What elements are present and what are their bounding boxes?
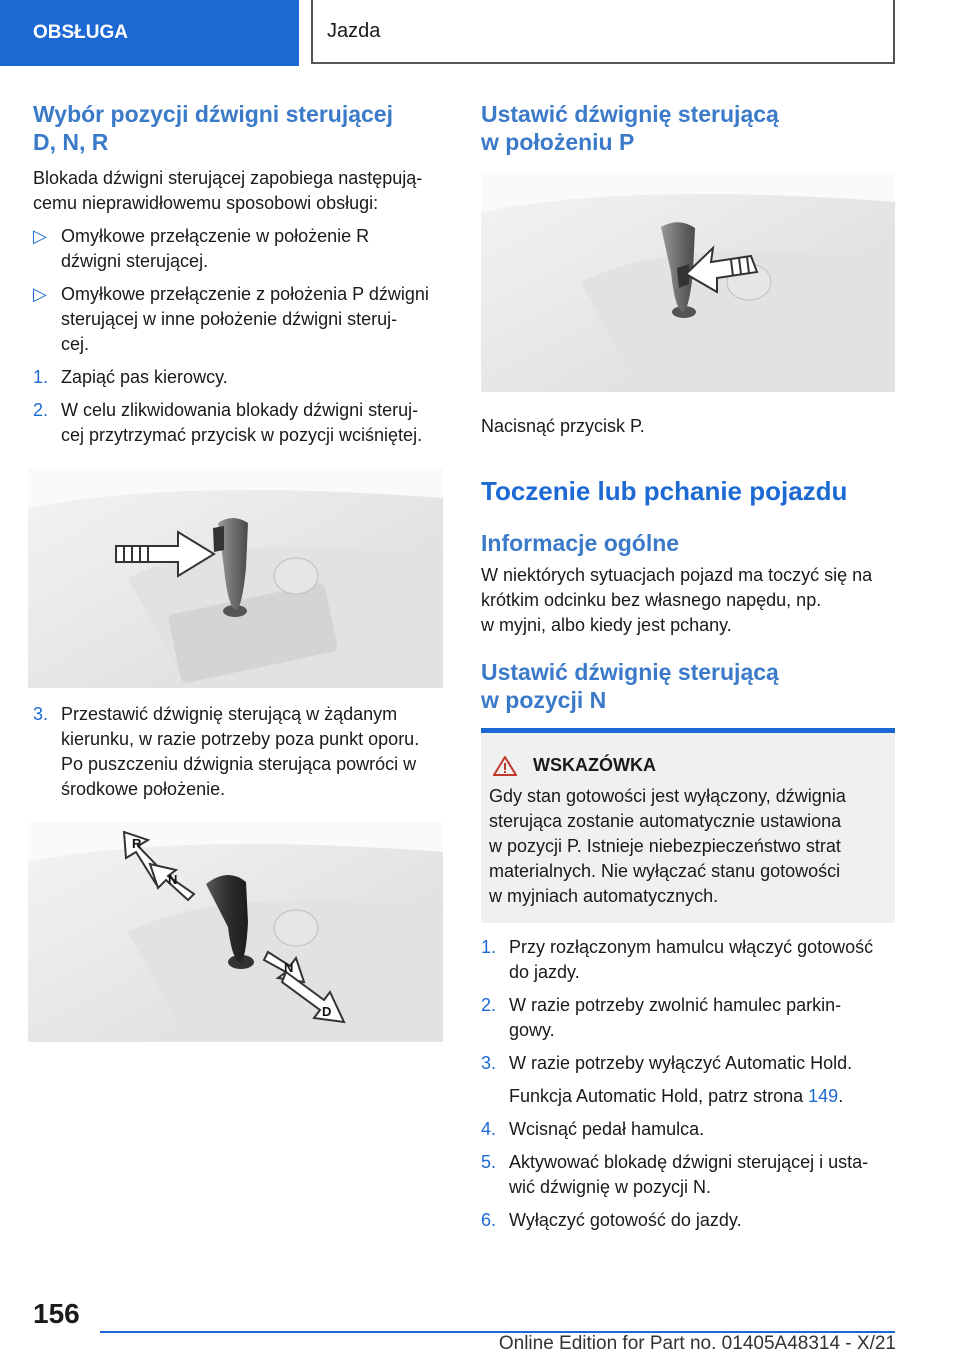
notice-text: Gdy stan gotowości jest wyłączony, dźwignia sterująca zostanie automatycznie ustawiona w pozycji P. Istnieje niebezpieczeństwo strat materialnych. Nie wyłączać stanu gotowości w myjniach automatycznych. bbox=[489, 786, 846, 906]
list-item: 3. Przestawić dźwignię sterującą w żądanym kierunku, w razie potrzeby poza punkt oporu. Po puszczeniu dźwignia sterująca powróci w środkowe położenie. bbox=[33, 704, 420, 799]
illustration-shifter-directions bbox=[28, 822, 443, 1042]
left-column bbox=[33, 100, 445, 1042]
general-info-text: W niektórych sytuacjach pojazd ma toczyć się na krótkim odcinku bez własnego napędu, np. w myjni, albo kiedy jest pchany. bbox=[481, 565, 873, 635]
heading-general-info: Informacje ogólne bbox=[481, 530, 680, 556]
press-p-text: Nacisnąć przycisk P. bbox=[481, 416, 645, 436]
shifter-directions-illustration bbox=[28, 822, 443, 1042]
page-header bbox=[0, 0, 960, 66]
steps-list-a bbox=[33, 365, 445, 448]
shift-label-n-back: N bbox=[284, 960, 294, 975]
list-item: 1. Przy rozłączonym hamulcu włączyć gotowość do jazdy. bbox=[481, 937, 874, 982]
shift-label-r: R bbox=[132, 836, 142, 851]
notice-title: WSKAZÓWKA bbox=[533, 755, 656, 775]
shift-label-n-forward: N bbox=[168, 872, 178, 887]
list-item: 2. W razie potrzeby zwolnić hamulec parkin‐ gowy. bbox=[481, 995, 842, 1040]
right-column bbox=[481, 100, 895, 1233]
intro-text: Blokada dźwigni sterującej zapobiega następują‐ cemu nieprawidłowemu sposobowi obsługi: bbox=[33, 168, 423, 213]
list-item: 3. W razie potrzeby wyłączyć Automatic Hold. bbox=[481, 1053, 853, 1073]
triangle-bullet-icon: ▷ bbox=[33, 284, 47, 304]
list-item: 5. Aktywować blokadę dźwigni sterującej i usta‐ wić dźwignię w pozycji N. bbox=[481, 1152, 869, 1197]
shifter-button-illustration bbox=[28, 468, 443, 688]
chapter-tab[interactable]: Jazda bbox=[311, 0, 895, 64]
list-item: 6. Wyłączyć gotowość do jazdy. bbox=[481, 1210, 742, 1230]
notice-header bbox=[489, 755, 887, 776]
bullet-list bbox=[33, 224, 445, 357]
auto-hold-reference: Funkcja Automatic Hold, patrz strona 149. bbox=[509, 1086, 844, 1106]
list-item: ▷ Omyłkowe przełączenie w położenie R dźwigni sterującej. bbox=[33, 224, 445, 274]
warning-triangle-icon bbox=[493, 756, 517, 776]
list-item: 1. Zapiąć pas kierowcy. bbox=[33, 367, 228, 387]
page-number: 156 bbox=[33, 1298, 80, 1329]
steps-list-b bbox=[33, 702, 445, 802]
list-item: ▷ Omyłkowe przełączenie z położenia P dźwigni sterującej w inne położenie dźwigni steruj‐ cej. bbox=[33, 282, 445, 357]
section-tab[interactable]: OBSŁUGA bbox=[0, 0, 299, 66]
p-button-illustration bbox=[481, 172, 895, 392]
heading-neutral: Ustawić dźwignię sterującą w pozycji N bbox=[481, 659, 779, 713]
list-item: 4. Wcisnąć pedał hamulca. bbox=[481, 1119, 705, 1139]
steps-list-neutral bbox=[481, 935, 895, 1233]
list-item: 2. W celu zlikwidowania blokady dźwigni steruj‐ cej przytrzymać przycisk w pozycji wciśniętej. bbox=[33, 400, 423, 445]
heading-shift-drn: Wybór pozycji dźwigni sterującej D, N, R bbox=[33, 101, 393, 155]
notice-box bbox=[481, 728, 895, 923]
heading-park: Ustawić dźwignię sterującą w położeniu P bbox=[481, 101, 779, 155]
shift-label-d: D bbox=[322, 1004, 332, 1019]
page-link-149[interactable]: 149 bbox=[808, 1086, 839, 1106]
triangle-bullet-icon: ▷ bbox=[33, 226, 47, 246]
illustration-p-button bbox=[481, 172, 895, 392]
section-title-rolling: Toczenie lub pchanie pojazdu bbox=[481, 476, 848, 506]
footer-edition: Online Edition for Part no. 01405A48314 - X/21 bbox=[498, 1333, 896, 1354]
illustration-shifter-button bbox=[28, 468, 443, 688]
